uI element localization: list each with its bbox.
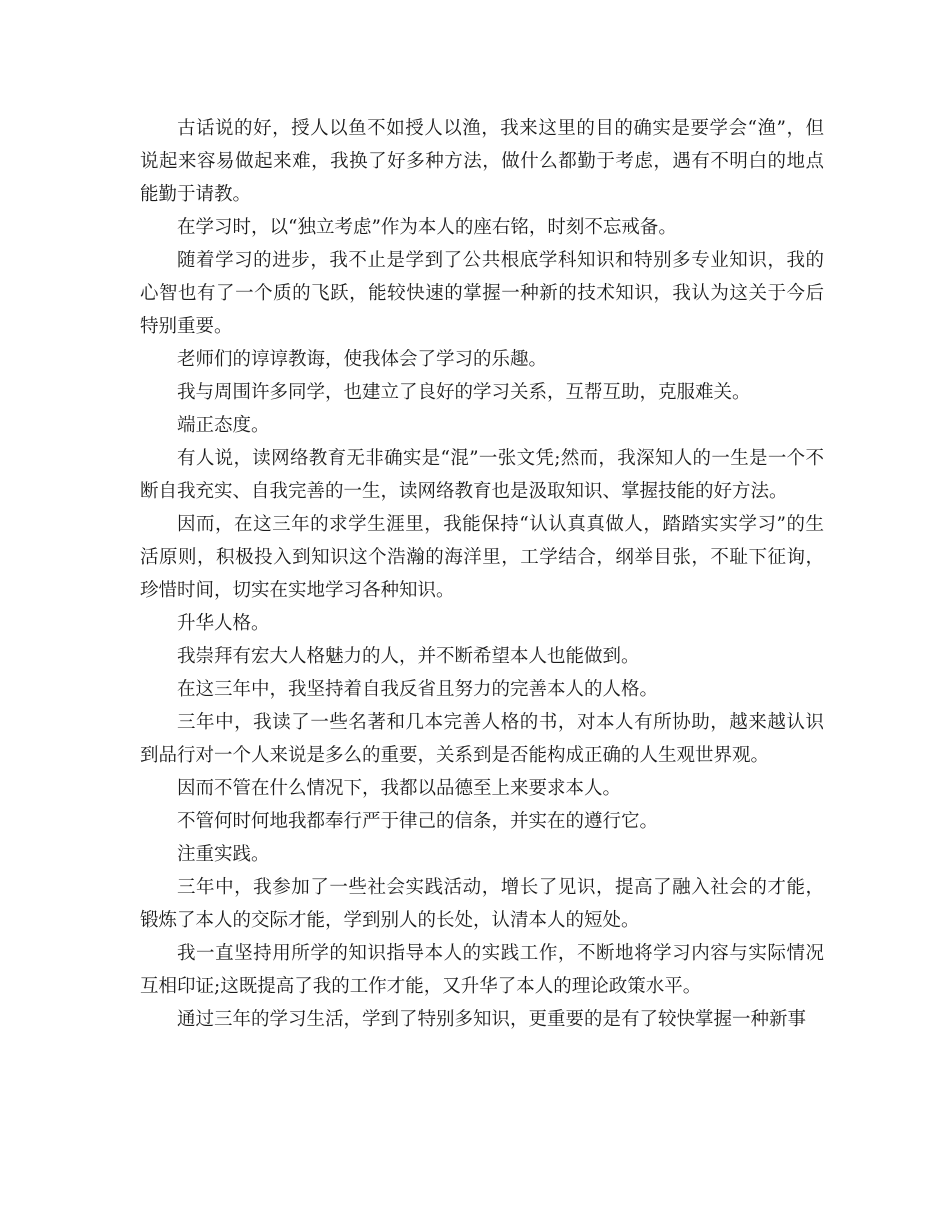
paragraph: 三年中，我读了一些名著和几本完善人格的书，对本人有所协助，越来越认识到品行对一个人来说是多么的重要，关系到是否能构成正确的人生观世界观。 bbox=[140, 712, 824, 766]
paragraph: 老师们的谆谆教诲，使我体会了学习的乐趣。 bbox=[177, 349, 548, 370]
paragraph: 在这三年中，我坚持着自我反省且努力的完善本人的人格。 bbox=[177, 679, 659, 700]
section-heading: 注重实践。 bbox=[177, 844, 270, 865]
paragraph: 三年中，我参加了一些社会实践活动，增长了见识，提高了融入社会的才能，锻炼了本人的交际才能，学到别人的长处，认清本人的短处。 bbox=[140, 877, 824, 931]
paragraph: 古话说的好，授人以鱼不如授人以渔，我来这里的目的确实是要学会“渔”，但说起来容易做起来难，我换了好多种方法，做什么都勤于考虑，遇有不明白的地点能勤于请教。 bbox=[140, 118, 824, 205]
section-heading: 端正态度。 bbox=[177, 415, 270, 436]
section-heading: 升华人格。 bbox=[177, 613, 270, 634]
paragraph: 我与周围许多同学，也建立了良好的学习关系，互帮互助，克服难关。 bbox=[177, 382, 751, 403]
document-body bbox=[140, 112, 824, 1036]
paragraph: 不管何时何地我都奉行严于律己的信条，并实在的遵行它。 bbox=[177, 811, 659, 832]
paragraph: 有人说，读网络教育无非确实是“混”一张文凭;然而，我深知人的一生是一个不断自我充实、自我完善的一生，读网络教育也是汲取知识、掌握技能的好方法。 bbox=[140, 448, 824, 502]
paragraph: 在学习时，以“独立考虑”作为本人的座右铭，时刻不忘戒备。 bbox=[177, 217, 677, 238]
paragraph: 因而不管在什么情况下，我都以品德至上来要求本人。 bbox=[177, 778, 622, 799]
paragraph: 我一直坚持用所学的知识指导本人的实践工作，不断地将学习内容与实际情况互相印证;这既提高了我的工作才能，又升华了本人的理论政策水平。 bbox=[140, 943, 824, 997]
paragraph: 因而，在这三年的求学生涯里，我能保持“认认真真做人，踏踏实实学习”的生活原则，积极投入到知识这个浩瀚的海洋里，工学结合，纲举目张，不耻下征询，珍惜时间，切实在实地学习各种知识。 bbox=[140, 514, 824, 601]
paragraph: 我崇拜有宏大人格魅力的人，并不断希望本人也能做到。 bbox=[177, 646, 640, 667]
paragraph: 通过三年的学习生活，学到了特别多知识，更重要的是有了较快掌握一种新事 bbox=[177, 1009, 807, 1030]
paragraph: 随着学习的进步，我不止是学到了公共根底学科知识和特别多专业知识，我的心智也有了一个质的飞跃，能较快速的掌握一种新的技术知识，我认为这关于今后特别重要。 bbox=[140, 250, 824, 337]
